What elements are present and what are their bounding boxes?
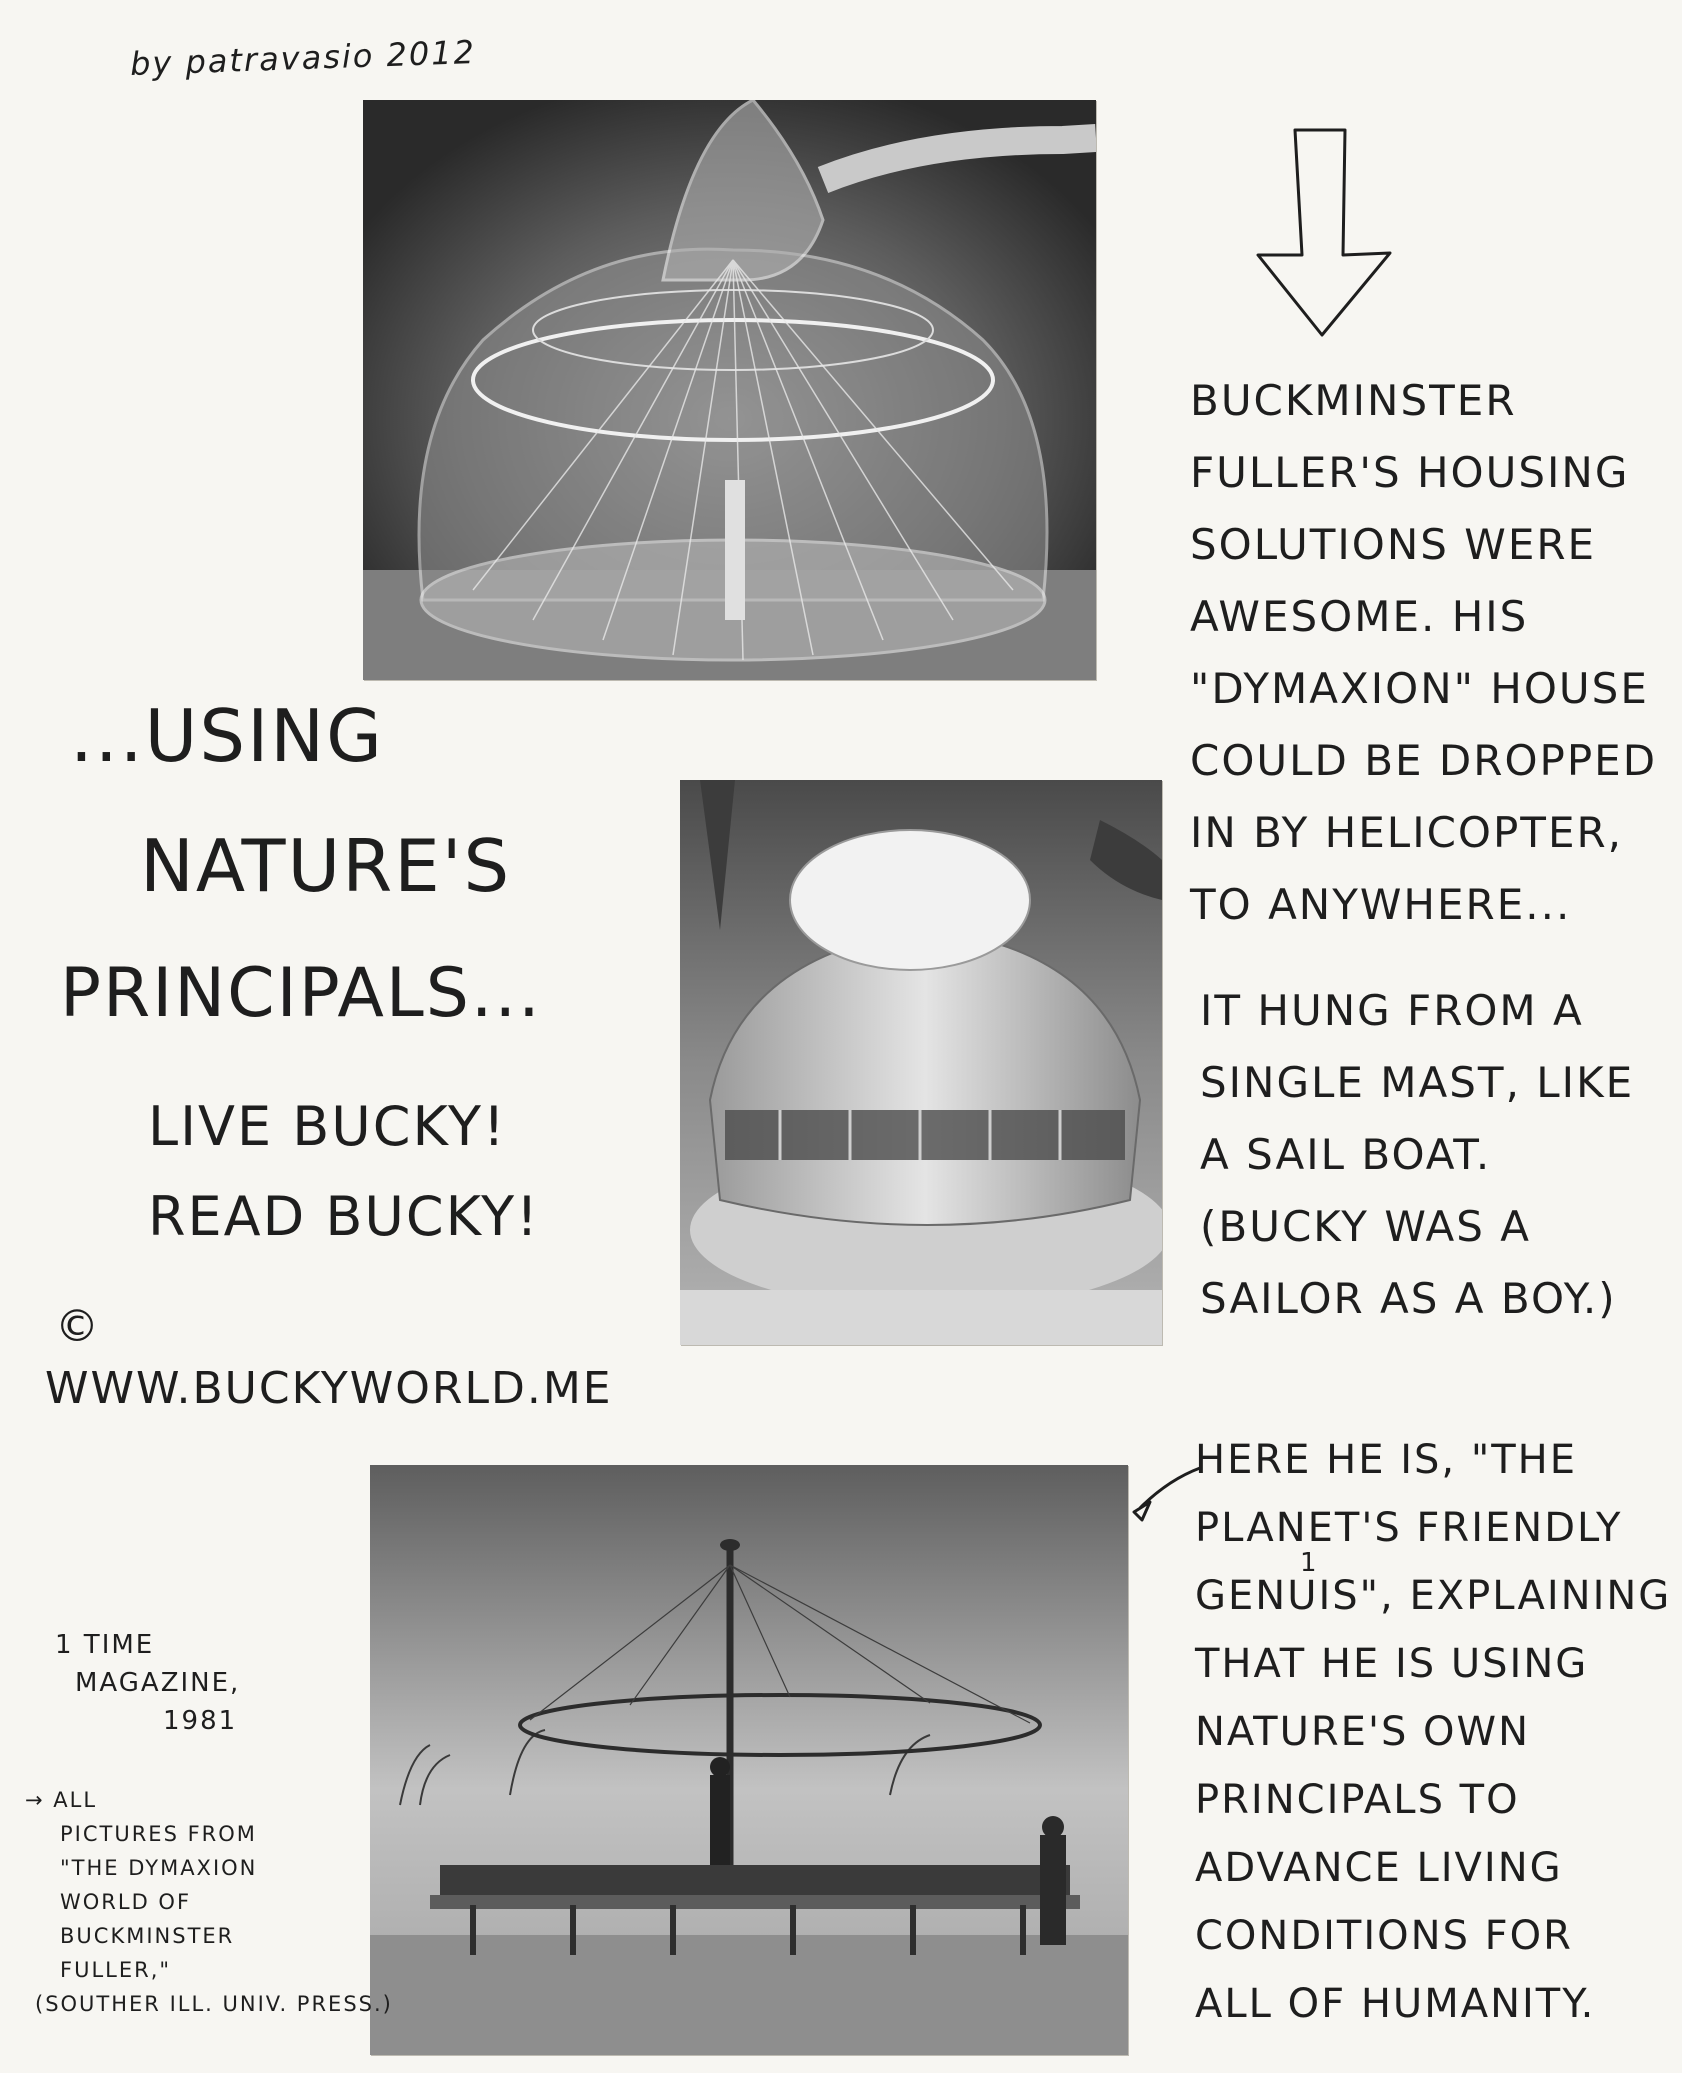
credits-line: FULLER," <box>60 1958 172 1982</box>
intro-line: COULD BE DROPPED <box>1190 736 1658 785</box>
quote-line: HERE HE IS, "THE <box>1195 1437 1577 1483</box>
footnote-line: 1981 <box>163 1706 238 1736</box>
footnote <box>55 1632 240 1746</box>
photo-house-under-construction <box>370 1465 1128 2055</box>
mast-line: IT HUNG FROM A <box>1200 986 1584 1035</box>
intro-line: "DYMAXION" HOUSE <box>1190 664 1649 713</box>
dymaxion-house-image <box>680 780 1162 1345</box>
website-link[interactable]: WWW.BUCKYWORLD.ME <box>45 1363 613 1414</box>
intro-line: FULLER'S HOUSING <box>1190 448 1630 497</box>
quote-line: ALL OF HUMANITY. <box>1195 1981 1596 2027</box>
quote-line: GENUIS", EXPLAINING <box>1195 1573 1672 1619</box>
headline-line-principals: PRINCIPALS... <box>60 954 542 1033</box>
byline <box>129 32 477 84</box>
copyright <box>45 1301 613 1414</box>
quote-line: NATURE'S OWN <box>1195 1709 1531 1755</box>
glass-dome-image <box>363 100 1096 680</box>
quote-line: PLANET'S FRIENDLY <box>1195 1505 1623 1551</box>
mast-text <box>1200 986 1635 1350</box>
headline-line-read-bucky: READ BUCKY! <box>148 1185 540 1248</box>
credits-line: PICTURES FROM <box>60 1822 257 1846</box>
intro-line: TO ANYWHERE... <box>1190 880 1572 929</box>
friendly-genius-text <box>1195 1437 1672 2052</box>
quote-line: CONDITIONS FOR <box>1195 1913 1573 1959</box>
footnote-marker: 1 <box>1300 1548 1319 1578</box>
quote-line: THAT HE IS USING <box>1195 1641 1589 1687</box>
credits-line: → ALL <box>25 1788 98 1812</box>
intro-line: IN BY HELICOPTER, <box>1190 808 1624 857</box>
headline-line-live-bucky: LIVE BUCKY! <box>148 1095 507 1158</box>
byline-text: by patravasio 2012 <box>129 32 477 84</box>
quote-line: PRINCIPALS TO <box>1195 1777 1520 1823</box>
photo-dymaxion-house-model <box>680 780 1162 1345</box>
intro-line: AWESOME. HIS <box>1190 592 1529 641</box>
credits-line: "THE DYMAXION <box>60 1856 258 1880</box>
housing-solutions-text <box>1190 376 1658 956</box>
headline-line-natures: NATURE'S <box>140 824 512 908</box>
credits-line: WORLD OF <box>60 1890 192 1914</box>
quote-line-genius <box>1195 1548 1672 1644</box>
photo-glass-dome-model <box>363 100 1096 680</box>
quote-line: ADVANCE LIVING <box>1195 1845 1563 1891</box>
construction-image <box>370 1465 1128 2055</box>
headline-line-using: ...USING <box>70 694 384 778</box>
credits-line: BUCKMINSTER <box>60 1924 235 1948</box>
intro-line: BUCKMINSTER <box>1190 376 1517 425</box>
intro-line: SOLUTIONS WERE <box>1190 520 1597 569</box>
footnote-line: MAGAZINE, <box>75 1668 241 1698</box>
headline <box>60 694 542 1280</box>
credits-line: (SOUTHER ILL. UNIV. PRESS.) <box>35 1992 393 2016</box>
down-arrow-icon <box>1250 125 1400 340</box>
photo-credits <box>25 1790 393 2028</box>
mast-line: A SAIL BOAT. <box>1200 1130 1492 1179</box>
copyright-icon: © <box>55 1301 101 1352</box>
mast-line: SAILOR AS A BOY.) <box>1200 1274 1617 1323</box>
mast-line: (BUCKY WAS A <box>1200 1202 1532 1251</box>
footnote-line: 1 TIME <box>55 1630 155 1660</box>
mast-line: SINGLE MAST, LIKE <box>1200 1058 1635 1107</box>
